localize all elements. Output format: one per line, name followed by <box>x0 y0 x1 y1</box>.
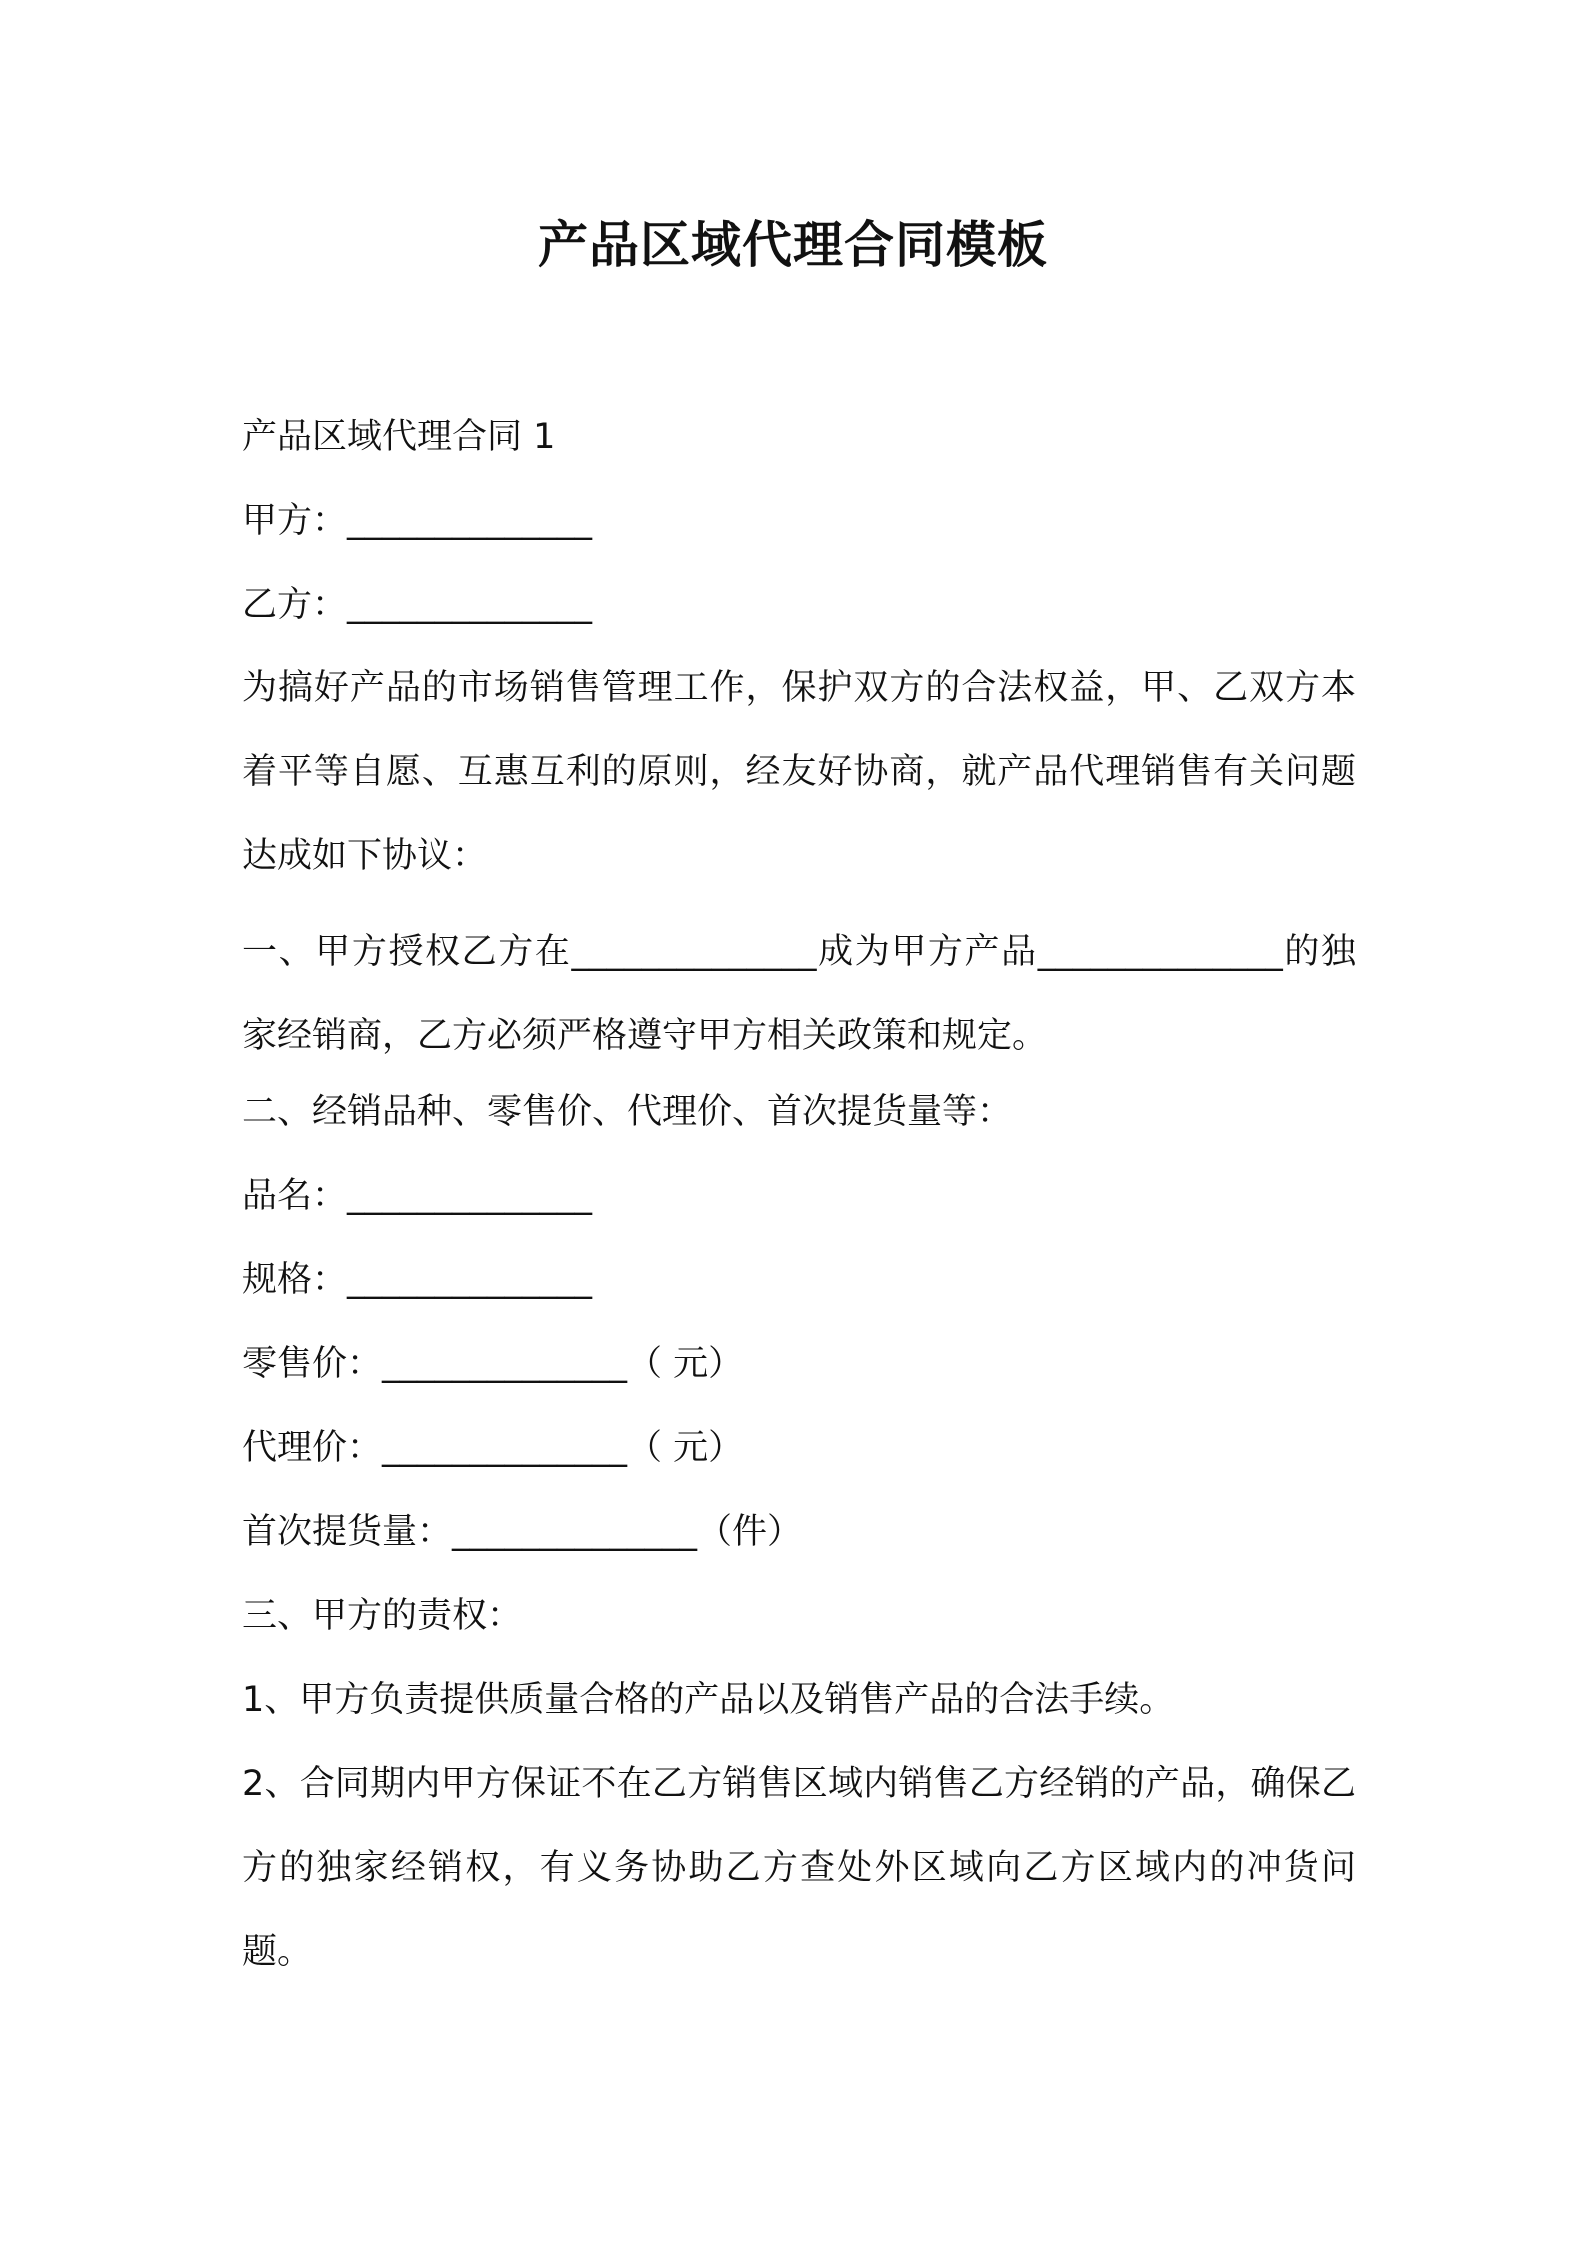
retail-price-field: 零售价：______________（ 元） <box>242 1344 744 1384</box>
document-title: 产品区域代理合同模板 <box>538 216 1048 274</box>
intro-paragraph: 为搞好产品的市场销售管理工作，保护双方的合法权益，甲、乙双方本着平等自愿、互惠互利的原则，经友好协商，就产品代理销售有关问题达成如下协议： <box>242 668 1356 876</box>
clause-1-paragraph: 一、甲方授权乙方在______________成为甲方产品______________的独家经销商，乙方必须严格遵守甲方相关政策和规定。 <box>242 932 1356 1056</box>
first-order-qty-field: 首次提货量：______________（件） <box>242 1512 803 1552</box>
contract-subtitle: 产品区域代理合同 1 <box>242 417 556 457</box>
agency-price-field: 代理价：______________（ 元） <box>242 1428 744 1468</box>
clause-3-item-2: 2、合同期内甲方保证不在乙方销售区域内销售乙方经销的产品，确保乙方的独家经销权，有义务协助乙方查处外区域向乙方区域内的冲货问题。 <box>242 1764 1356 1972</box>
product-name-field: 品名：______________ <box>242 1176 593 1216</box>
party-a-field: 甲方：______________ <box>242 501 593 541</box>
spec-field: 规格：______________ <box>242 1260 593 1300</box>
clause-2-heading: 二、经销品种、零售价、代理价、首次提货量等： <box>242 1092 1013 1132</box>
clause-3-item-1: 1、甲方负责提供质量合格的产品以及销售产品的合法手续。 <box>242 1680 1175 1720</box>
party-b-field: 乙方：______________ <box>242 585 593 625</box>
clause-3-heading: 三、甲方的责权： <box>242 1596 523 1636</box>
